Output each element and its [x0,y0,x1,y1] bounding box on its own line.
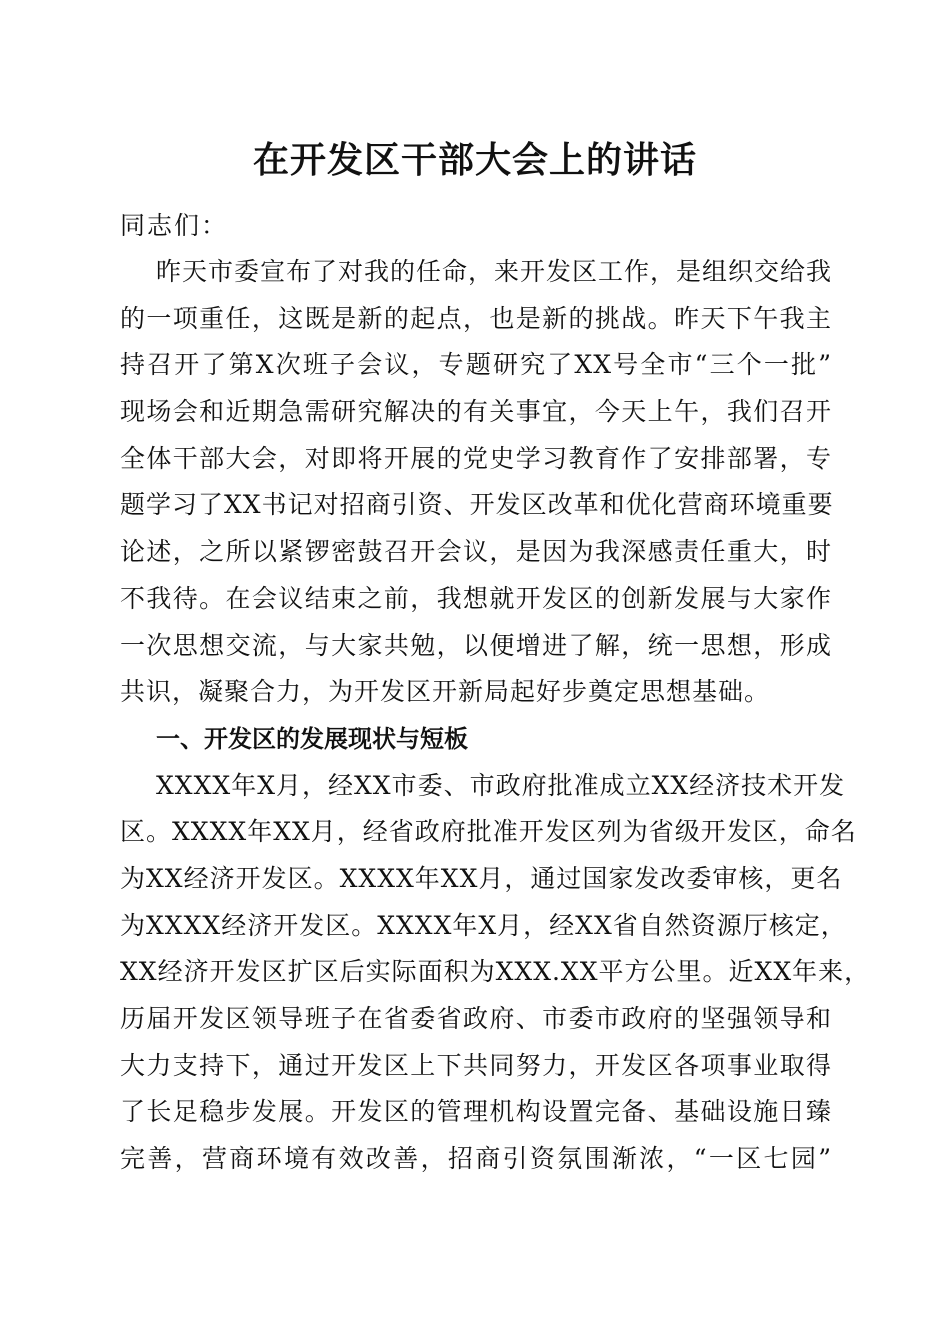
paragraph-line: 为XXXX经济开发区。XXXX年X月，经XX省自然资源厅核定， [120,910,847,940]
salutation: 同志们： [120,211,229,240]
paragraph-line: 了长足稳步发展。开发区的管理机构设置完备、基础设施日臻 [120,1097,832,1127]
paragraph-line: 为XX经济开发区。XXXX年XX月，通过国家发改委审核，更名 [120,863,843,893]
paragraph-line: 共识，凝聚合力，为开发区开新局起好步奠定思想基础。 [120,677,771,707]
paragraph-line: XX经济开发区扩区后实际面积为XXX.XX平方公里。近XX年来， [120,957,871,987]
paragraph-line: XXXX年X月，经XX市委、市政府批准成立XX经济技术开发 [156,770,846,800]
paragraph-line: 一次思想交流，与大家共勉，以便增进了解，统一思想，形成 [120,630,832,660]
paragraph-line: 大力支持下，通过开发区上下共同努力，开发区各项事业取得 [120,1050,832,1080]
paragraph-line: 现场会和近期急需研究解决的有关事宜，今天上午，我们召开 [120,397,832,427]
paragraph-line: 论述，之所以紧锣密鼓召开会议，是因为我深感责任重大，时 [120,537,832,567]
paragraph-line: 完善，营商环境有效改善，招商引资氛围渐浓，“一区七园” [120,1144,832,1174]
paragraph-line: 昨天市委宣布了对我的任命，来开发区工作，是组织交给我 [156,257,833,286]
paragraph-line: 不我待。在会议结束之前，我想就开发区的创新发展与大家作 [120,583,832,613]
paragraph-line: 的一项重任，这既是新的起点，也是新的挑战。昨天下午我主 [120,303,832,333]
paragraph-line: 持召开了第X次班子会议，专题研究了XX号全市“三个一批” [120,350,832,380]
paragraph-line: 题学习了XX书记对招商引资、开发区改革和优化营商环境重要 [120,490,834,520]
section-heading-1: 一、开发区的发展现状与短板 [156,724,468,753]
paragraph-1 [120,249,832,716]
paragraph-line: 区。XXXX年XX月，经省政府批准开发区列为省级开发区，命名 [120,817,857,847]
document-body [120,202,871,1183]
paragraph-line: 全体干部大会，对即将开展的党史学习教育作了安排部署，专 [120,443,832,473]
paragraph-line: 历届开发区领导班子在省委省政府、市委市政府的坚强领导和 [120,1004,832,1033]
document-title: 在开发区干部大会上的讲话 [252,139,697,181]
paragraph-2 [120,763,871,1183]
